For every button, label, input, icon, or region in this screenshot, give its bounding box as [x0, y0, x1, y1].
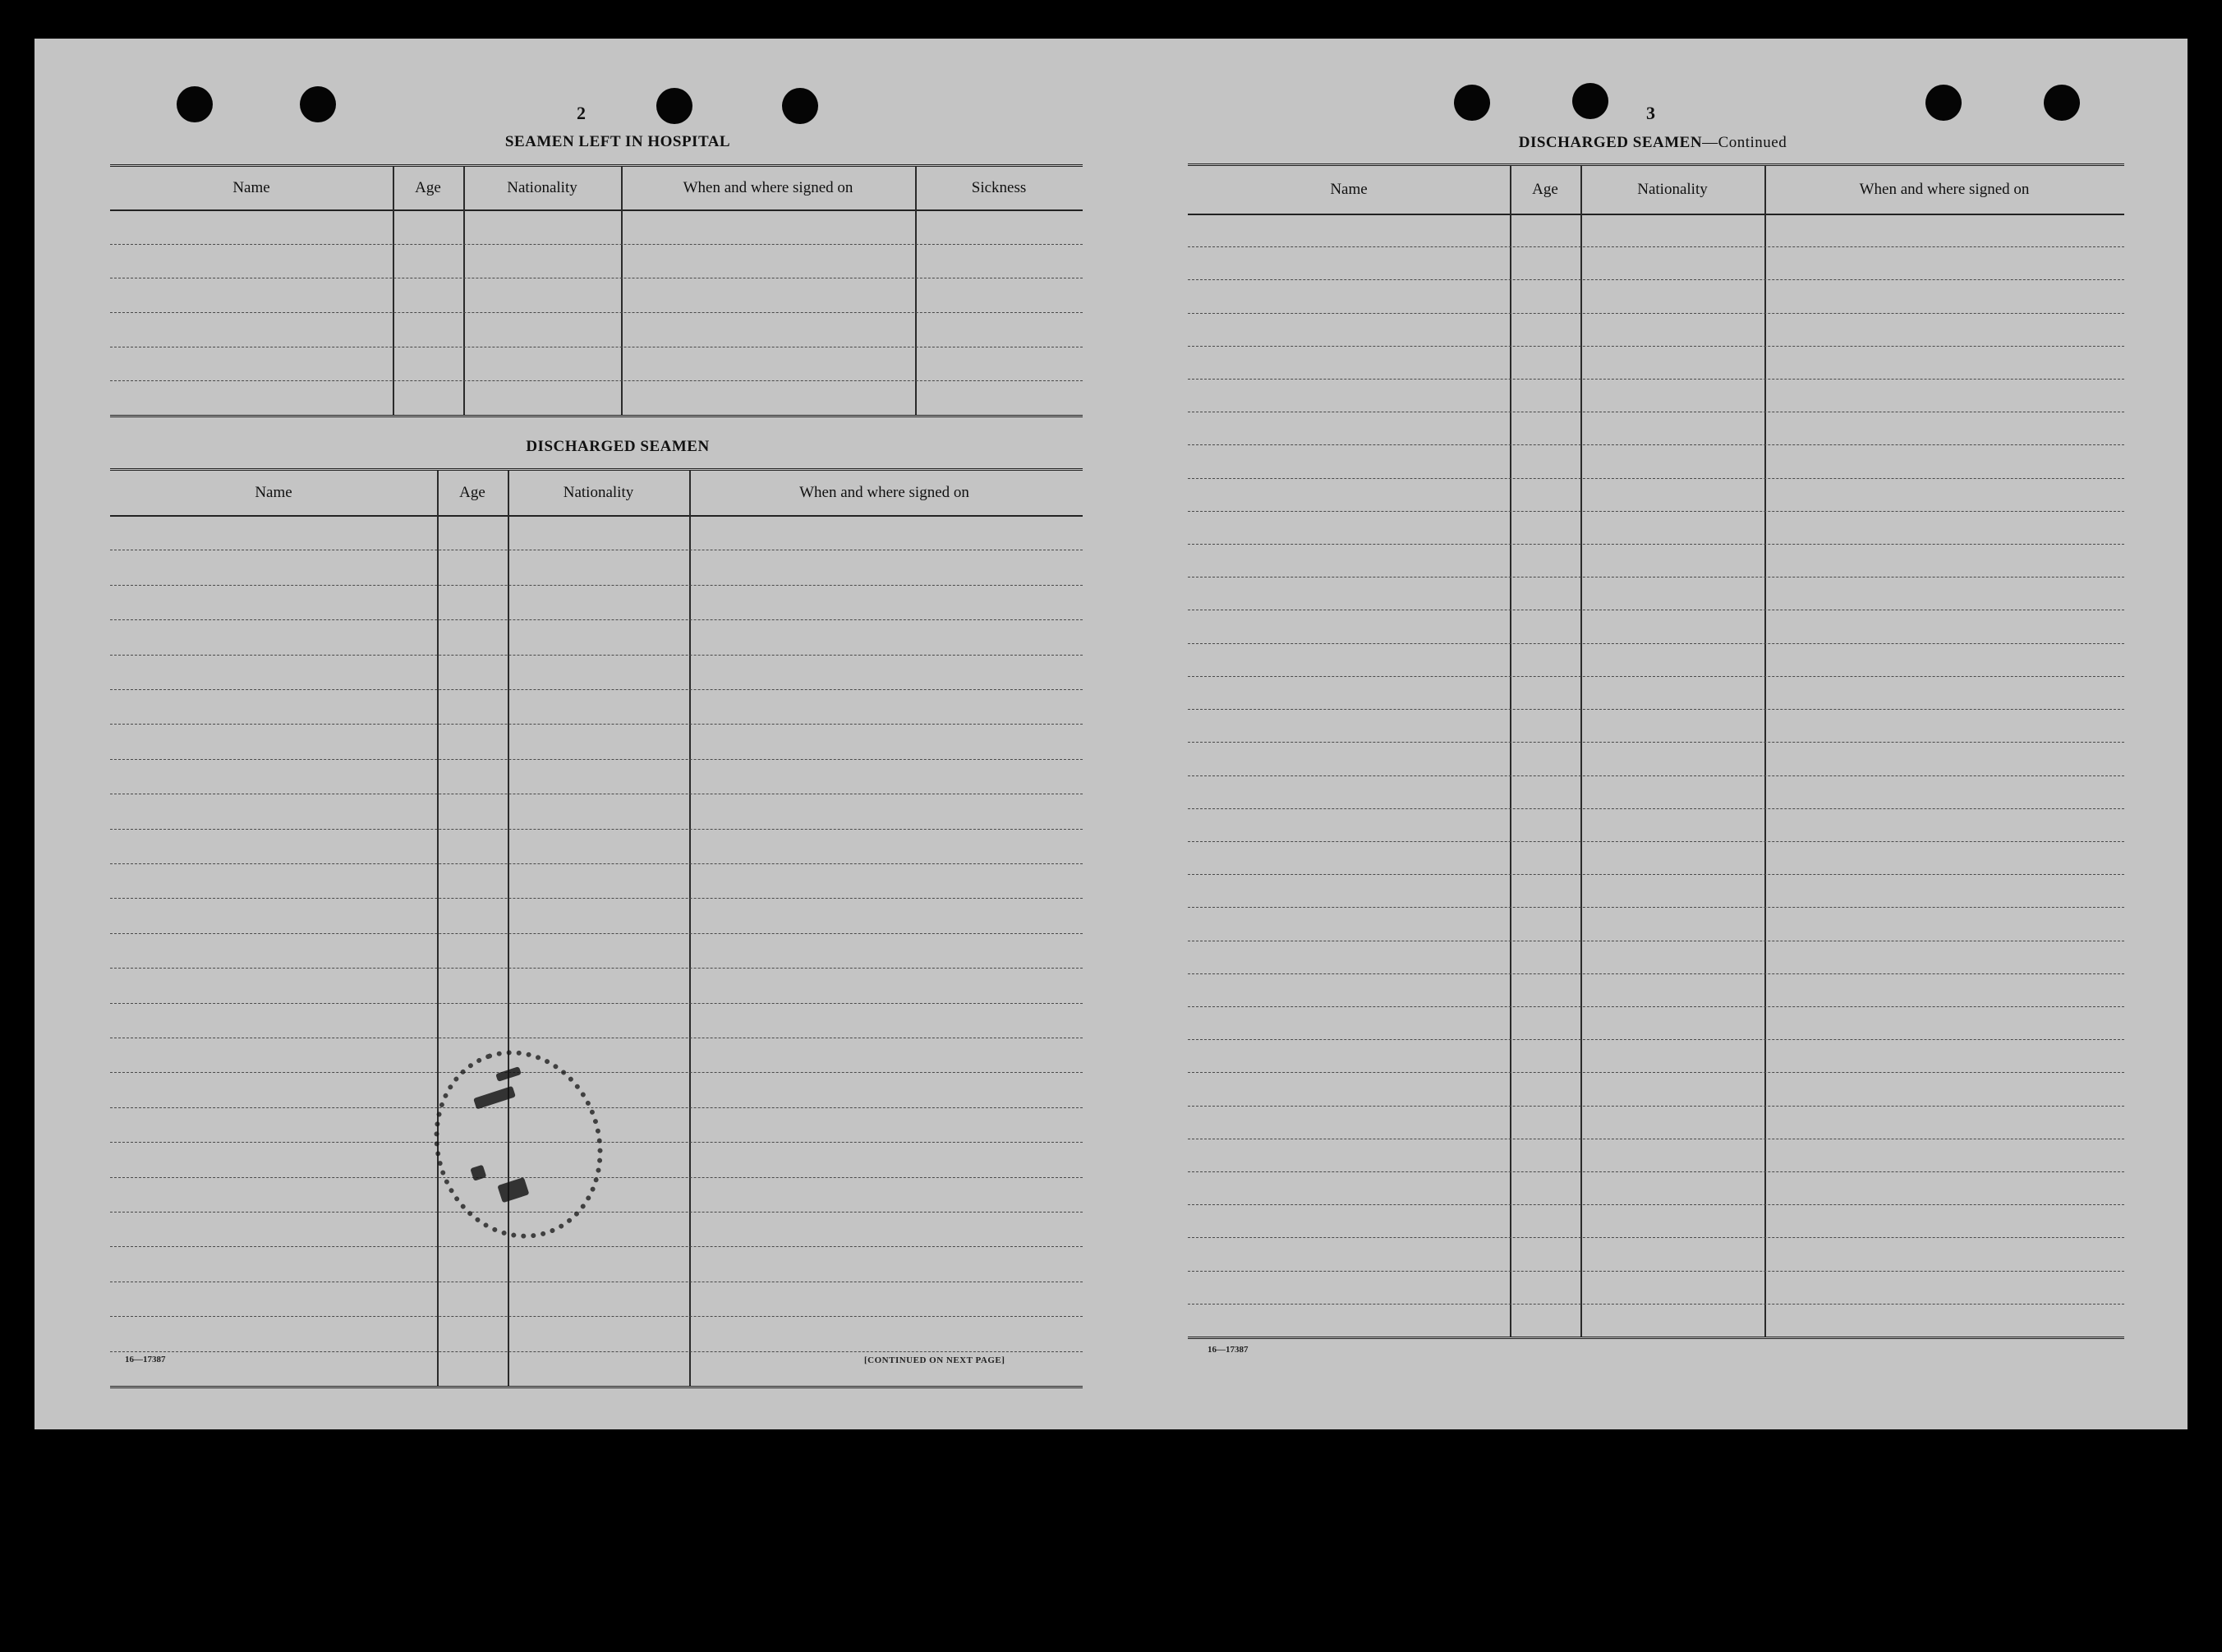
punch-hole [300, 86, 336, 122]
table-row [1188, 379, 2124, 380]
discharged-continued-title-suffix: —Continued [1702, 134, 1787, 151]
table-row [1188, 346, 2124, 347]
column-header-sickness: Sickness [971, 179, 1027, 196]
column-divider [508, 471, 509, 1386]
column-divider [393, 167, 394, 415]
table-row [110, 244, 1083, 245]
punch-hole [656, 88, 692, 124]
table-row [1188, 1106, 2124, 1107]
table-row [1188, 709, 2124, 710]
punch-hole [1925, 85, 1962, 121]
column-divider [437, 471, 439, 1386]
table-row [110, 1003, 1083, 1004]
page-number-right: 3 [1646, 103, 1655, 123]
table-row [1188, 973, 2124, 974]
discharged-section-title: DISCHARGED SEAMEN [526, 438, 710, 455]
table-row [1188, 478, 2124, 479]
document-sheet [35, 39, 2187, 1429]
form-code-left: 16—17387 [125, 1355, 166, 1364]
column-header-nationality: Nationality [563, 484, 634, 501]
punch-hole [177, 86, 213, 122]
table-row [110, 655, 1083, 656]
table-row [110, 829, 1083, 830]
table-row [1188, 279, 2124, 280]
table-row [1188, 1039, 2124, 1040]
column-header-name: Name [1330, 181, 1368, 198]
table-row [110, 1107, 1083, 1108]
table-row [1188, 775, 2124, 776]
table-row [1188, 1271, 2124, 1272]
table-row [1188, 1072, 2124, 1073]
column-header-name: Name [255, 484, 292, 501]
table-row [110, 933, 1083, 934]
table-row [110, 724, 1083, 725]
table-row [1188, 1006, 2124, 1007]
continued-footer-note: [CONTINUED ON NEXT PAGE] [864, 1355, 1005, 1365]
hospital-ledger-table [110, 164, 1083, 417]
table-row [110, 380, 1083, 381]
table-row [110, 619, 1083, 620]
table-row [1188, 742, 2124, 743]
column-divider [621, 167, 623, 415]
column-header-age: Age [1532, 181, 1558, 198]
table-row [1188, 841, 2124, 842]
column-header-nationality: Nationality [507, 179, 577, 196]
table-row [110, 863, 1083, 864]
table-row [110, 585, 1083, 586]
discharged-continued-title-main: DISCHARGED SEAMEN [1518, 134, 1703, 151]
discharged-continued-title [1283, 134, 2022, 152]
column-header-when-and-where-signed-on: When and where signed on [683, 179, 853, 196]
column-divider [1510, 166, 1511, 1337]
punch-hole [1454, 85, 1490, 121]
table-row [1188, 1204, 2124, 1205]
ledger-header-row [1188, 166, 2124, 215]
column-header-when-and-where-signed-on: When and where signed on [799, 484, 969, 501]
column-header-nationality: Nationality [1637, 181, 1708, 198]
column-header-when-and-where-signed-on: When and where signed on [1859, 181, 2030, 198]
table-row [1188, 1171, 2124, 1172]
column-header-age: Age [415, 179, 441, 196]
punch-hole [1572, 83, 1608, 119]
page-number-left: 2 [577, 103, 586, 123]
table-row [1188, 444, 2124, 445]
table-row [110, 968, 1083, 969]
table-row [110, 689, 1083, 690]
table-row [1188, 907, 2124, 908]
column-divider [1764, 166, 1766, 1337]
table-row [110, 759, 1083, 760]
column-header-age: Age [459, 484, 485, 501]
ledger-header-row [110, 471, 1083, 517]
table-row [1188, 544, 2124, 545]
table-row [110, 312, 1083, 313]
table-row [1188, 1237, 2124, 1238]
table-row [1188, 808, 2124, 809]
table-row [1188, 874, 2124, 875]
column-divider [463, 167, 465, 415]
ledger-header-row [110, 167, 1083, 211]
table-row [110, 898, 1083, 899]
table-row [110, 1212, 1083, 1213]
discharged-continued-ledger-table [1188, 163, 2124, 1339]
punch-hole [2044, 85, 2080, 121]
table-row [1188, 1304, 2124, 1305]
hospital-section-title: SEAMEN LEFT IN HOSPITAL [504, 133, 731, 150]
table-row [1188, 246, 2124, 247]
table-row [1188, 511, 2124, 512]
column-divider [1580, 166, 1582, 1337]
punch-hole [782, 88, 818, 124]
table-row [110, 1316, 1083, 1317]
column-header-name: Name [232, 179, 270, 196]
column-divider [689, 471, 691, 1386]
table-row [1188, 313, 2124, 314]
table-row [110, 1072, 1083, 1073]
column-divider [915, 167, 917, 415]
table-row [1188, 577, 2124, 578]
table-row [1188, 643, 2124, 644]
discharged-ledger-table [110, 468, 1083, 1388]
table-row [110, 1246, 1083, 1247]
form-code-right: 16—17387 [1208, 1345, 1249, 1355]
table-row [1188, 676, 2124, 677]
table-row [110, 1351, 1083, 1352]
